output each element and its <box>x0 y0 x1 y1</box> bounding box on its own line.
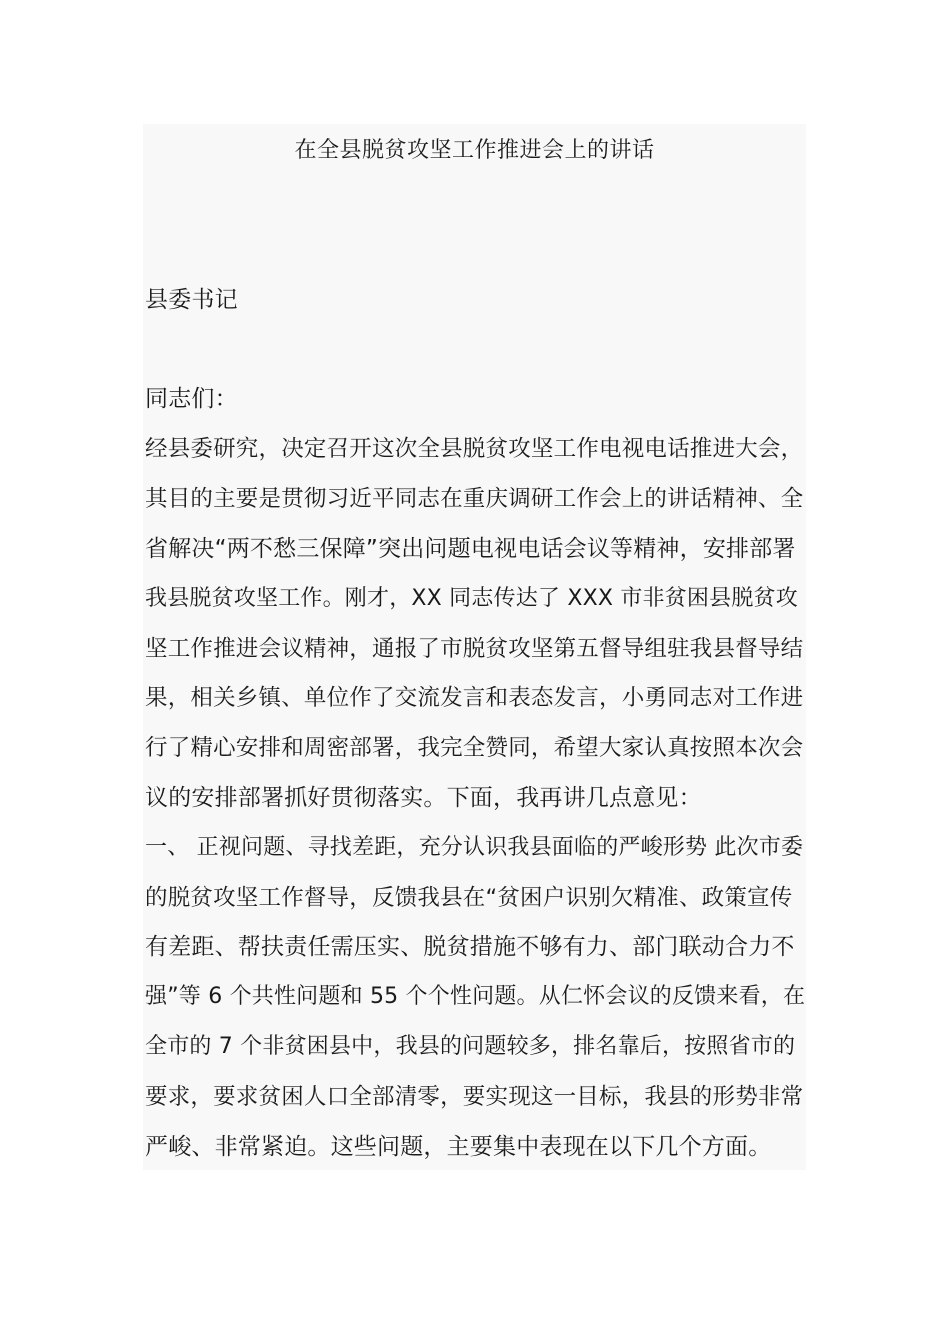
speaker-line: 县委书记 <box>145 287 238 313</box>
body-line: 议的安排部署抓好贯彻落实。下面，我再讲几点意见： <box>145 785 702 811</box>
document-title: 在全县脱贫攻坚工作推进会上的讲话 <box>294 138 655 163</box>
body-line: 行了精心安排和周密部署，我完全赞同，希望大家认真按照本次会 <box>145 735 804 761</box>
body-line: 其目的主要是贯彻习近平同志在重庆调研工作会上的讲话精神、全 <box>145 486 804 512</box>
body-line: 省解决“两不愁三保障”突出问题电视电话会议等精神，安排部署 <box>145 536 796 562</box>
body-line: 严峻、非常紧迫。这些问题，主要集中表现在以下几个方面。 <box>145 1134 772 1160</box>
body-line: 我县脱贫攻坚工作。刚才，XX 同志传达了 XXX 市非贫困县脱贫攻 <box>145 586 798 611</box>
body-line: 全市的 7 个非贫困县中，我县的问题较多，排名靠后，按照省市的 <box>145 1034 796 1059</box>
body-line: 有差距、帮扶责任需压实、脱贫措施不够有力、部门联动合力不 <box>145 934 795 960</box>
section-heading-line: 一、 正视问题、寻找差距，充分认识我县面临的严峻形势 此次市委 <box>145 835 804 860</box>
body-line: 果，相关乡镇、单位作了交流发言和表态发言，小勇同志对工作进 <box>145 685 804 711</box>
document-page <box>143 124 806 1170</box>
body-line: 坚工作推进会议精神，通报了市脱贫攻坚第五督导组驻我县督导结 <box>145 636 804 662</box>
body-line: 经县委研究，决定召开这次全县脱贫攻坚工作电视电话推进大会， <box>145 436 804 462</box>
body-line: 强”等 6 个共性问题和 55 个个性问题。从仁怀会议的反馈来看，在 <box>145 984 806 1009</box>
body-line: 的脱贫攻坚工作督导，反馈我县在“贫困户识别欠精准、政策宣传 <box>145 885 793 911</box>
body-line: 要求，要求贫困人口全部清零，要实现这一目标，我县的形势非常 <box>145 1084 804 1110</box>
salutation-line: 同志们： <box>145 386 238 412</box>
